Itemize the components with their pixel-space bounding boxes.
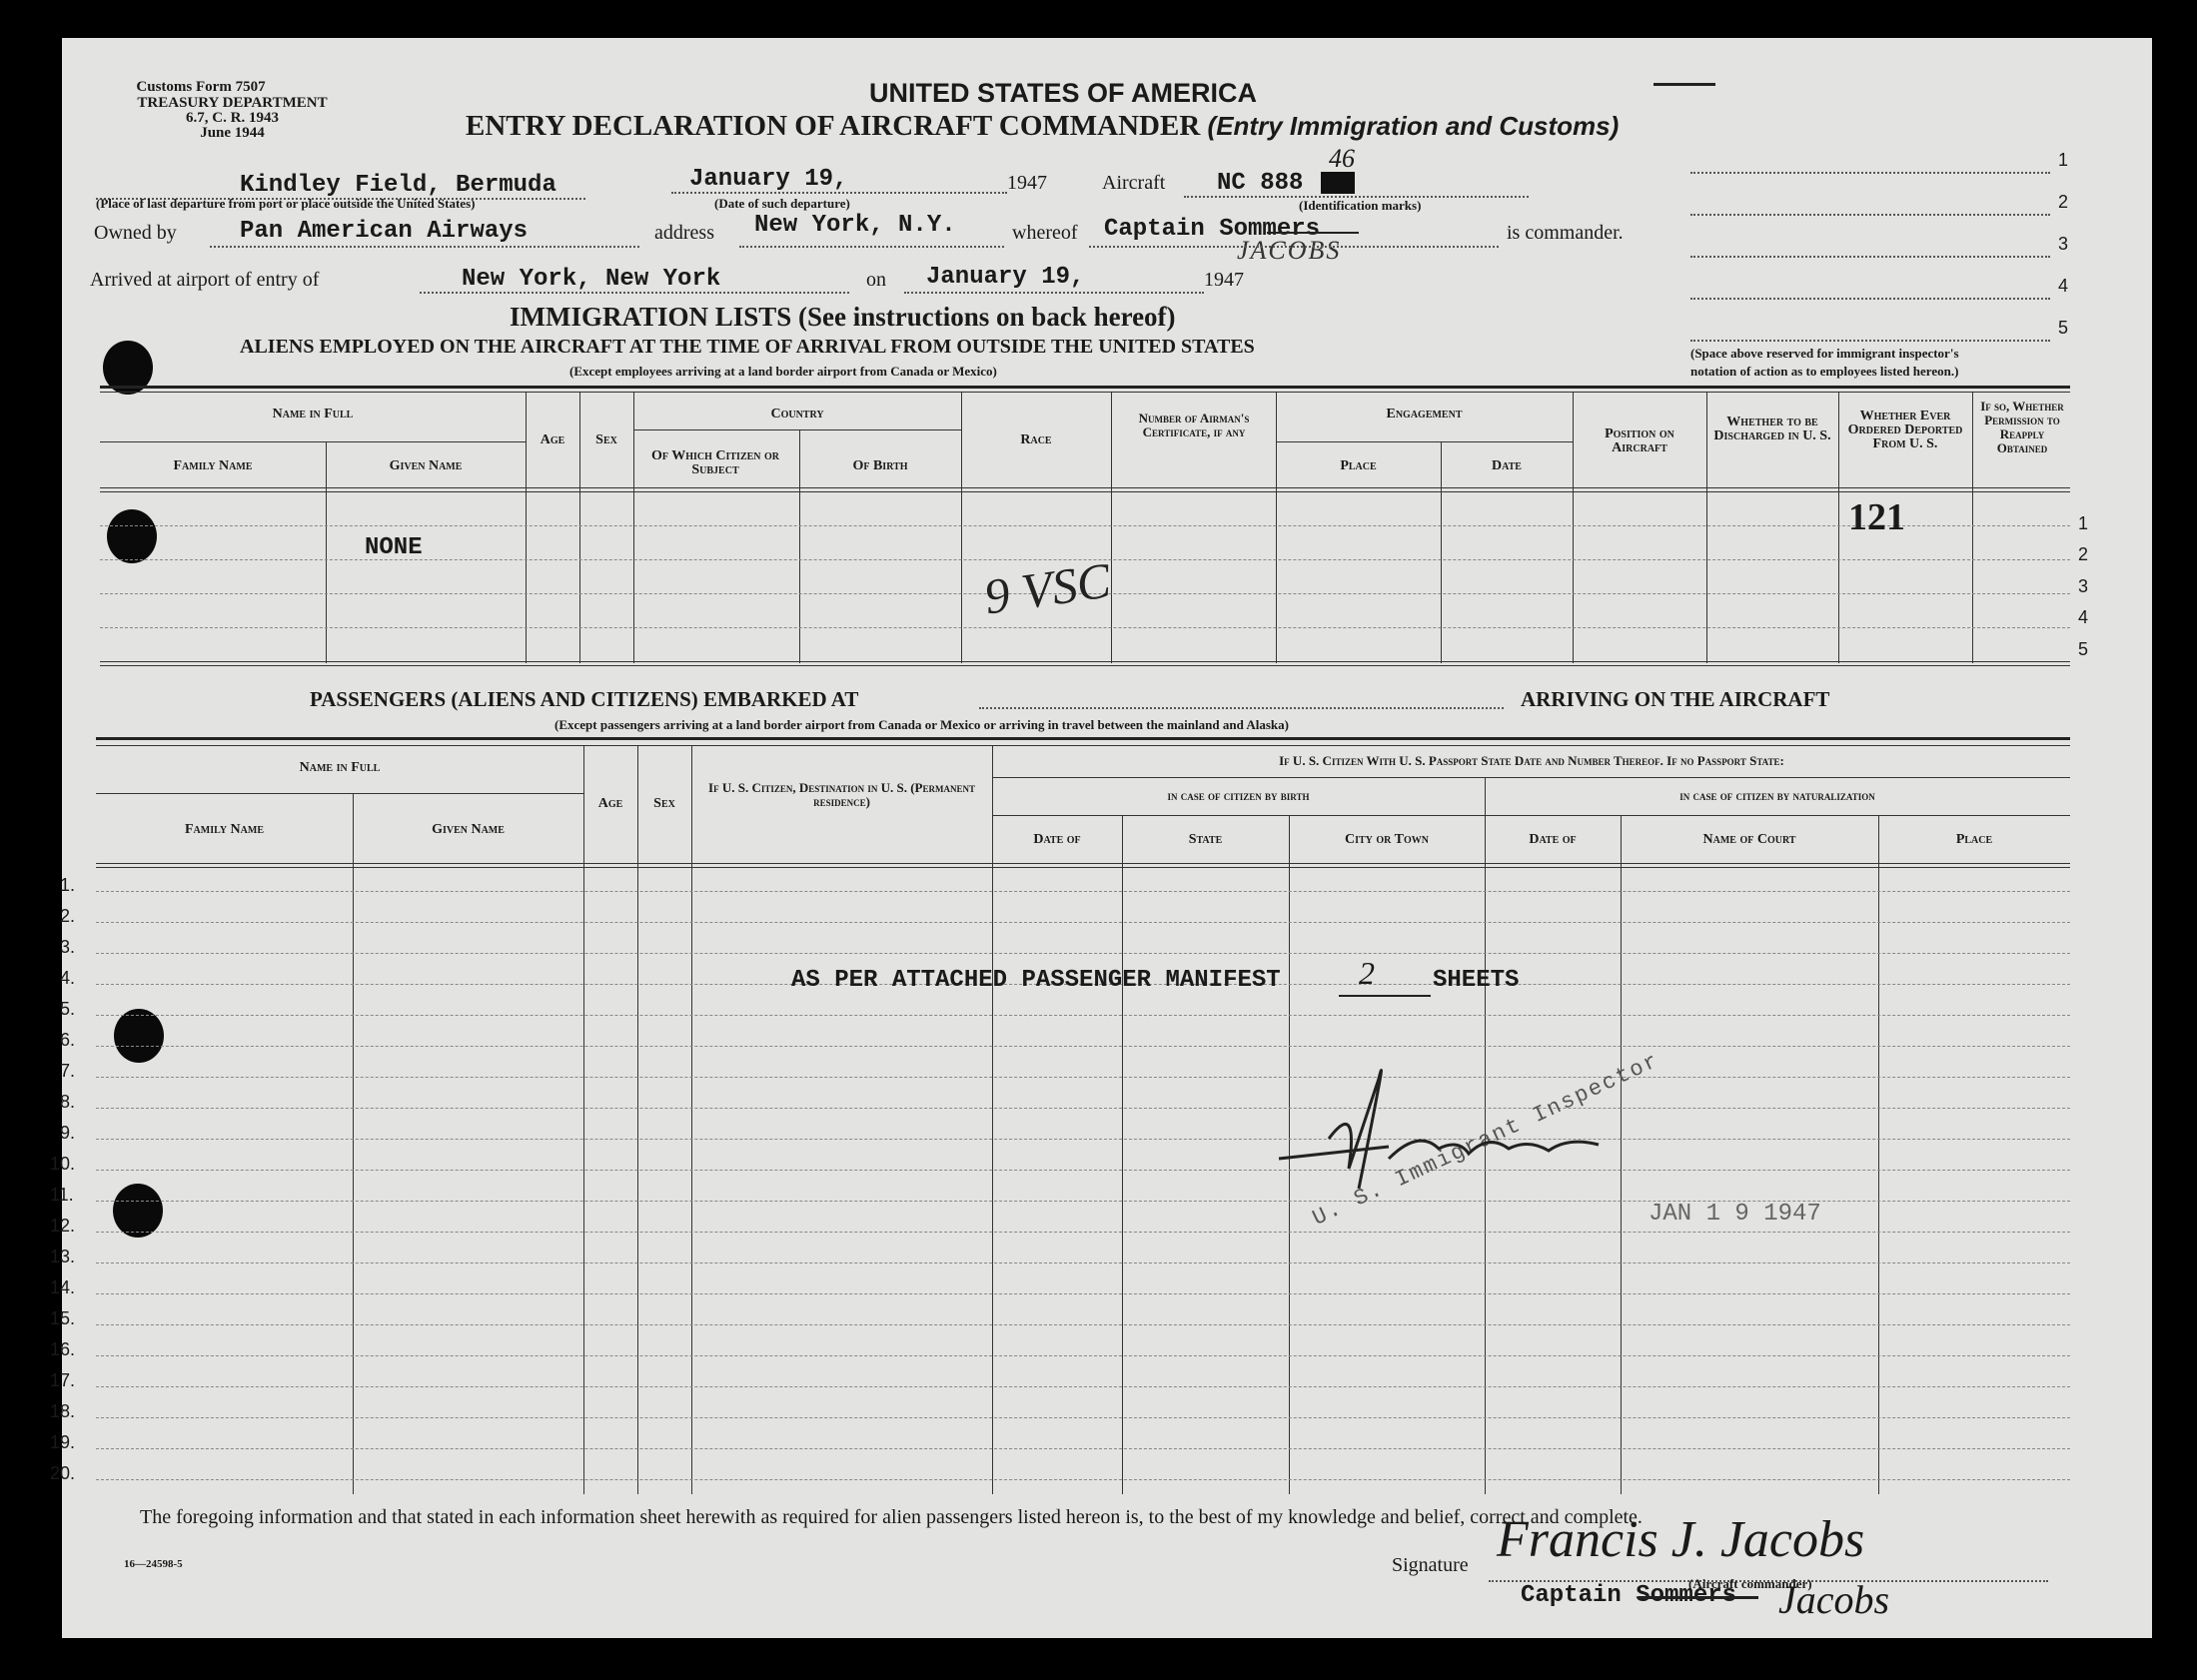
passenger-row-line [96,1108,2070,1109]
passenger-row-number: 19. [50,1432,76,1452]
manifest-text: AS PER ATTACHED PASSENGER MANIFEST [791,967,1281,994]
pcol-place: Place [1955,832,1993,847]
passenger-row-line [96,1015,2070,1016]
captain-handwritten: Jacobs [1778,1577,1890,1622]
handwritten-note: 9 VSC [980,551,1114,625]
on-label: on [866,269,886,291]
reserved-note: notation of action as to employees listed hereon.) [1690,364,1959,379]
captain-name: Captain Sommers [1521,1582,1737,1609]
reserved-line-number: 3 [2058,234,2069,254]
punch-hole [114,1009,164,1063]
departure-place-caption: (Place of last departure from port or place outside the United States) [96,196,476,211]
departure-date: January 19, [689,166,848,193]
passenger-row-number: 3. [60,937,76,957]
col-race: Race [1020,432,1052,447]
passenger-row-number: 17. [50,1370,76,1390]
form-title: ENTRY DECLARATION OF AIRCRAFT COMMANDER [466,110,1201,142]
inspector-stamp: U. S. Immigrant Inspector [1309,1048,1664,1232]
row-number: 1 [2078,513,2089,533]
form-date: June 1944 [200,125,265,141]
arrival-year: 1947 [1204,269,1244,291]
pcol-given-name: Given Name [432,822,505,837]
pcol-city: City or Town [1345,832,1429,847]
owned-by-label: Owned by [94,222,177,244]
immigration-title: IMMIGRATION LISTS (See instructions on back hereof) [510,302,1176,332]
pcol-name-in-full: Name in Full [299,760,381,775]
passenger-row-number: 8. [60,1092,76,1112]
col-age: Age [540,432,565,447]
immigration-note: (Except employees arriving at a land border airport from Canada or Mexico) [569,364,997,379]
crew-entry: NONE [365,534,423,561]
reserved-line-number: 1 [2058,150,2069,170]
reserved-line-number: 4 [2058,276,2069,296]
col-position: Position on Aircraft [1605,426,1674,455]
passenger-row-number: 16. [50,1339,76,1359]
col-permission: If so, Whether Permission to Reapply Obtained [1980,399,2064,455]
pcol-sex: Sex [653,796,675,811]
pcol-passport: If U. S. Citizen With U. S. Passport State Date and Number Thereof. If no Passport State: [1279,753,1784,768]
row-number: 5 [2078,639,2089,659]
col-given-name: Given Name [389,458,463,473]
pcol-date-of-naturalization: Date of [1529,832,1577,847]
commander-signature: Francis J. Jacobs [1497,1511,1865,1568]
pcol-by-naturalization: in case of citizen by naturalization [1679,788,1875,803]
redaction-mark [1321,172,1355,194]
row-number: 2 [2078,544,2089,564]
passenger-row-number: 10. [50,1154,76,1174]
col-discharged: Whether to be Discharged in U. S. [1713,415,1831,443]
arrived-label: Arrived at airport of entry of [90,269,320,291]
passengers-title-right: ARRIVING ON THE AIRCRAFT [1521,687,1830,711]
passenger-row-line [96,1170,2070,1171]
departure-place: Kindley Field, Bermuda [240,172,556,199]
pcol-age: Age [597,796,623,811]
departure-year: 1947 [1007,172,1047,194]
passenger-row-line [96,1293,2070,1294]
passenger-row-number: 2. [60,906,76,926]
punch-hole [107,509,157,563]
passenger-row-line [96,1448,2070,1449]
department: TREASURY DEPARTMENT [137,95,328,111]
is-commander-label: is commander. [1507,222,1624,244]
col-airman-certificate: Number of Airman's Certificate, if any [1138,411,1250,439]
departure-date-caption: (Date of such departure) [714,196,850,211]
col-engagement-place: Place [1340,458,1377,473]
passenger-row-line [96,1417,2070,1418]
col-engagement: Engagement [1386,407,1463,421]
immigration-subtitle: ALIENS EMPLOYED ON THE AIRCRAFT AT THE TIME OF ARRIVAL FROM OUTSIDE THE UNITED STATES [240,336,1255,358]
country-title: UNITED STATES OF AMERICA [869,78,1257,108]
passenger-row-number: 7. [60,1061,76,1081]
passenger-row-line [96,1077,2070,1078]
form-title-suffix: (Entry Immigration and Customs) [1207,111,1620,141]
passenger-row-line [96,1139,2070,1140]
passenger-row-line [96,1232,2070,1233]
punch-hole [113,1184,163,1238]
certification-statement: The foregoing information and that stated in each information sheet herewith as required for alien passengers listed hereon is, to the best of my knowledge and belief, correct and complete. [140,1506,1643,1528]
passenger-row-number: 14. [50,1277,76,1297]
passenger-row-line [96,922,2070,923]
col-name-in-full: Name in Full [272,407,354,421]
col-deported: Whether Ever Ordered Deported From U. S. [1847,409,1963,451]
passenger-row-line [96,1355,2070,1356]
arrival-place: New York, New York [462,266,721,293]
passengers-note: (Except passengers arriving at a land border airport from Canada or Mexico or arriving in travel between the mainland and Alaska) [554,717,1289,732]
aircraft-label: Aircraft [1102,172,1166,194]
passenger-row-number: 13. [50,1247,76,1266]
pcol-destination: If U. S. Citizen, Destination in U. S. (Permanent residence) [708,780,975,809]
pcol-date-of-birth: Date of [1033,832,1081,847]
owner-name: Pan American Airways [240,218,529,245]
col-country: Country [770,407,824,421]
pcol-state: State [1188,832,1223,847]
row-number: 3 [2078,576,2089,596]
inspector-stamp-number: 121 [1848,496,1905,538]
form-number: Customs Form 7507 [136,79,266,95]
passenger-row-number: 15. [50,1308,76,1328]
passenger-row-number: 4. [60,968,76,988]
passenger-row-line [96,1046,2070,1047]
arrival-date: January 19, [926,264,1085,291]
address-label: address [654,222,714,244]
passenger-row-number: 9. [60,1123,76,1143]
manifest-suffix: SHEETS [1433,967,1520,994]
passenger-row-number: 20. [50,1463,76,1483]
col-family-name: Family Name [173,458,253,473]
passenger-row-number: 5. [60,999,76,1019]
manifest-count: 2 [1359,955,1375,991]
owner-address: New York, N.Y. [754,212,956,239]
reserved-line-number: 5 [2058,318,2069,338]
col-engagement-date: Date [1492,458,1522,473]
signature-label: Signature [1392,1554,1469,1576]
commander-handwritten: JACOBS [1237,236,1342,265]
aircraft-commander-caption: (Aircraft commander) [1688,1576,1812,1591]
aircraft-caption: (Identification marks) [1299,198,1422,213]
passenger-row-number: 1. [60,875,76,895]
passenger-row-line [96,1386,2070,1387]
passenger-row-number: 12. [50,1216,76,1236]
aircraft-id: NC 888 [1217,170,1304,197]
commander-name: Captain Sommers [1104,216,1321,243]
pcol-family-name: Family Name [184,822,265,837]
regulation: 6.7, C. R. 1943 [186,110,279,126]
pcol-name-of-court: Name of Court [1702,832,1796,847]
whereof-label: whereof [1012,222,1078,244]
reserved-line-number: 2 [2058,192,2069,212]
passenger-row-line [96,1262,2070,1263]
reserved-note: (Space above reserved for immigrant inspector's [1690,346,1959,361]
passenger-row-number: 18. [50,1401,76,1421]
passenger-row-line [96,953,2070,954]
col-sex: Sex [595,432,617,447]
passenger-row-line [96,891,2070,892]
inspector-stamp-date: JAN 1 9 1947 [1648,1201,1821,1228]
passenger-row-number: 11. [50,1185,74,1205]
passenger-row-line [96,1479,2070,1480]
aircraft-handwritten: 46 [1329,144,1355,173]
col-citizen-of: Of Which Citizen or Subject [650,448,780,477]
pcol-by-birth: in case of citizen by birth [1167,788,1310,803]
print-code: 16—24598-5 [124,1558,183,1570]
passengers-title: PASSENGERS (ALIENS AND CITIZENS) EMBARKED AT [310,687,859,711]
inspector-signature [1269,1039,1629,1239]
row-number: 4 [2078,607,2089,627]
col-country-of-birth: Of Birth [852,458,908,473]
passenger-row-number: 6. [60,1030,76,1050]
passenger-row-line [96,1324,2070,1325]
